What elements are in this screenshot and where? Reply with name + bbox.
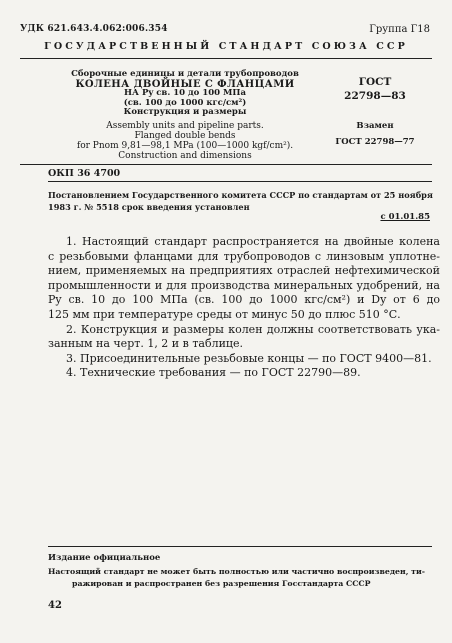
title-english: [60, 121, 310, 161]
title-ru-line: НА Py св. 10 до 100 МПа: [124, 88, 246, 99]
body-line: 3. Присоединительные резьбовые концы — по ГОСТ 9400—81.: [66, 351, 432, 365]
mid-rule: [20, 164, 432, 165]
resolution-line: Постановлением Государственного комитета СССР по стандартам от 25 ноября: [48, 190, 433, 200]
replaces-number: ГОСТ 22798—77: [335, 137, 415, 147]
effective-date: с 01.01.85: [380, 212, 430, 222]
resolution-line: 1983 г. № 5518 срок введения установлен: [48, 202, 250, 212]
title-en-line: Flanged double bends: [134, 131, 236, 141]
okp-rule: [48, 181, 432, 182]
notice-line: Настоящий стандарт не может быть полностью или частично воспроизведен, ти-: [48, 567, 425, 576]
top-rule: [20, 58, 432, 59]
title-en-line: for Pnom 9,81—98,1 MPa (100—1000 kgf/cm²).: [76, 141, 294, 151]
body-line: Py св. 10 до 100 МПа (св. 100 до 1000 кгс/см²) и Dy от 6 до: [48, 293, 440, 307]
state-standard-heading: ГОСУДАРСТВЕННЫЙ СТАНДАРТ СОЮЗА ССР: [44, 41, 408, 52]
copyright-notice: [48, 566, 438, 590]
okp-code: ОКП 36 4700: [48, 168, 121, 179]
official-edition: Издание официальное: [48, 553, 161, 563]
page-number: 42: [48, 600, 62, 611]
group-code: Группа Г18: [369, 24, 430, 35]
gost-designation: [330, 75, 420, 103]
body-line: с резьбовыми фланцами для трубопроводов с линзовым уплотне-: [48, 249, 440, 263]
title-ru-line: (св. 100 до 1000 кгс/см²): [123, 97, 247, 108]
resolution-text: [48, 189, 436, 213]
title-ru-line: Конструкция и размеры: [123, 107, 247, 118]
notice-line: ражирован и распространен без разрешения Госстандарта СССР: [72, 579, 371, 588]
body-line: 125 мм при температуре среды от минус 50 до плюс 510 °С.: [48, 307, 401, 321]
body-line: 1. Настоящий стандарт распространяется на двойные колена: [66, 235, 440, 248]
title-russian: [60, 70, 310, 118]
body-line: 2. Конструкция и размеры колен должны соответствовать ука-: [66, 322, 440, 336]
title-en-line: Construction and dimensions: [118, 151, 252, 161]
title-ru-main: КОЛЕНА ДВОЙНЫЕ С ФЛАНЦАМИ: [75, 78, 295, 90]
body-line: занным на черт. 1, 2 и в таблице.: [48, 337, 243, 351]
gost-number: 22798—83: [344, 90, 406, 102]
body-line: 4. Технические требования — по ГОСТ 22790—89.: [66, 366, 361, 380]
footer-rule: [48, 546, 432, 547]
main-body: [48, 235, 440, 381]
body-line: нием, применяемых на предприятиях отраслей нефтехимической: [48, 264, 440, 278]
udk-code: УДК 621.643.4.062:006.354: [20, 24, 168, 34]
title-en-line: Assembly units and pipeline parts.: [106, 121, 264, 131]
body-line: промышленности и для производства минеральных удобрений, на: [48, 278, 440, 292]
replaces-block: [330, 118, 420, 150]
gost-label: ГОСТ: [358, 76, 392, 88]
replaces-label: Взамен: [356, 121, 394, 131]
title-ru-line: Сборочные единицы и детали трубопроводов: [71, 69, 299, 79]
